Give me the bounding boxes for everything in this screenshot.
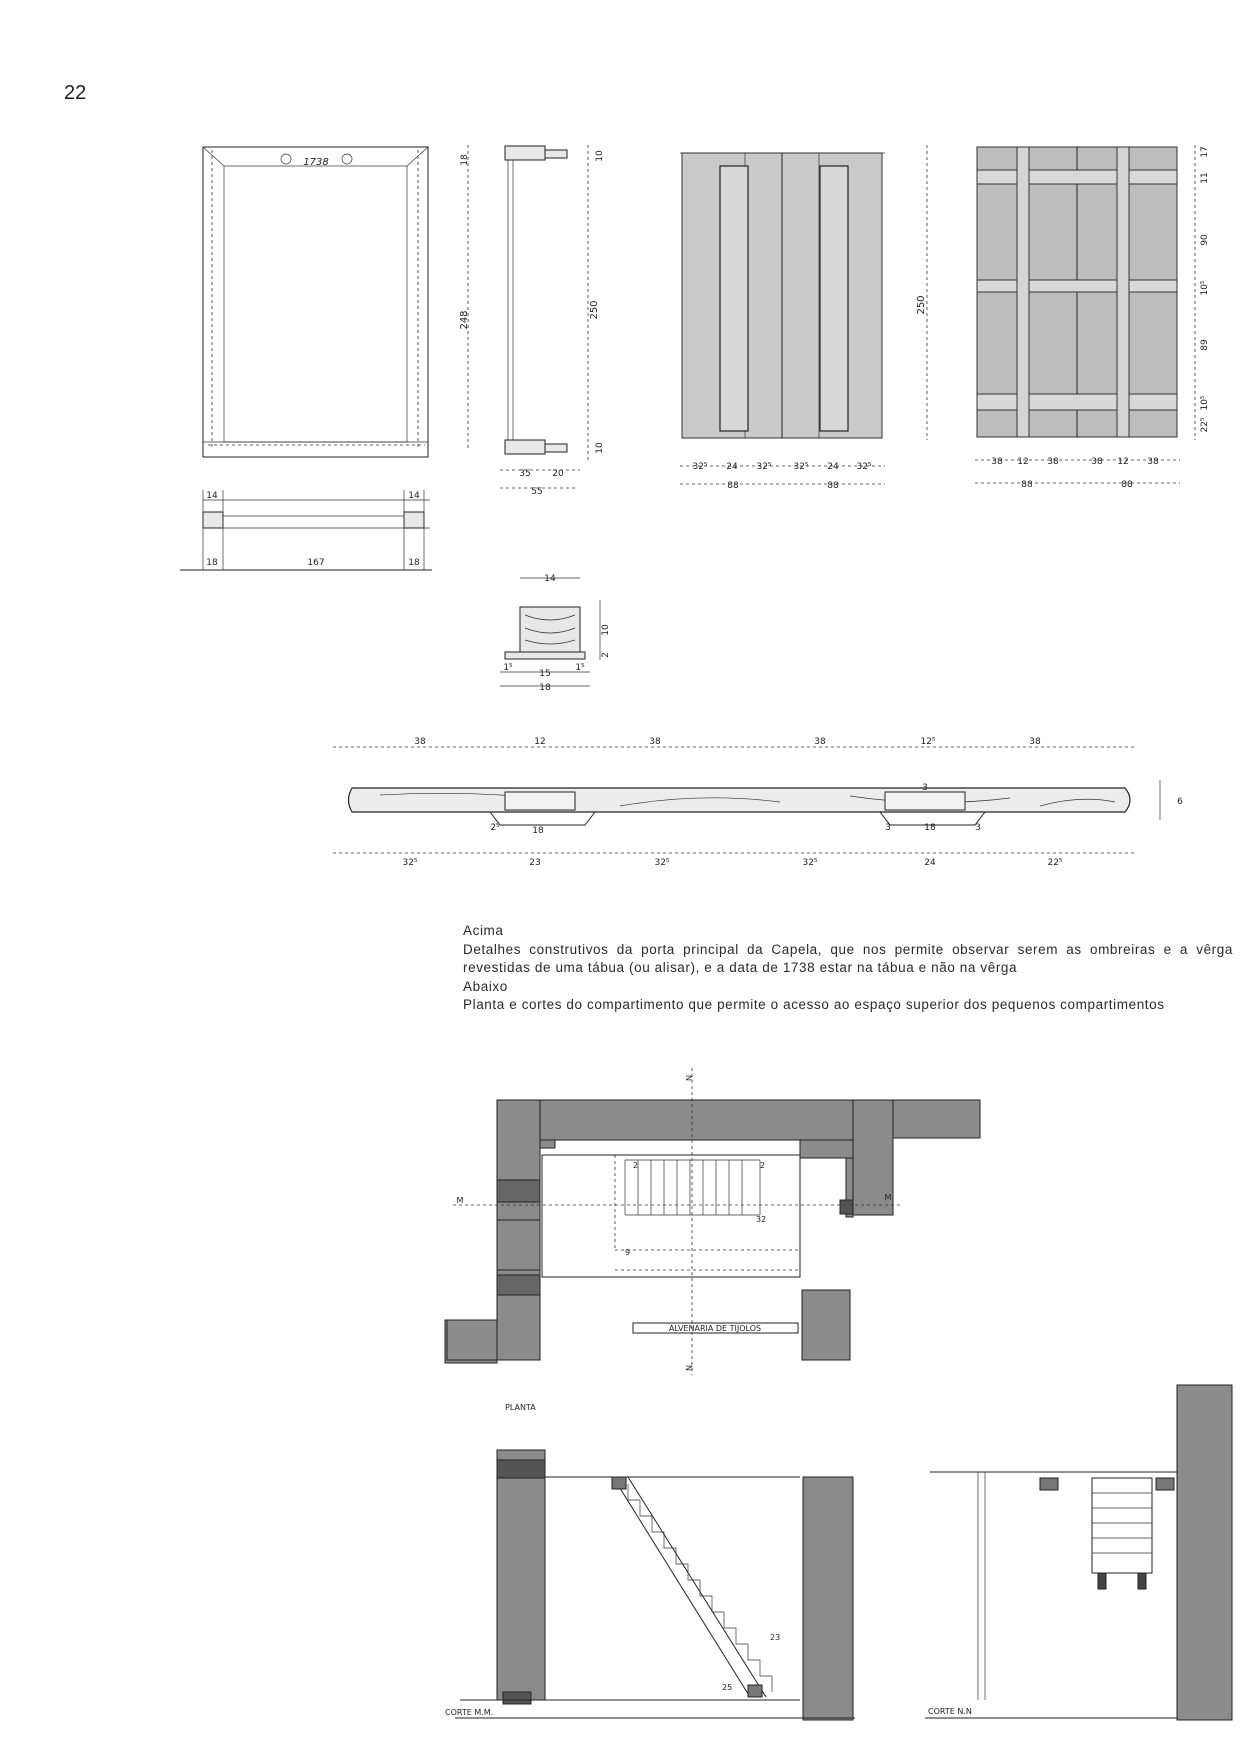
dim-jamb-bottom: 10 — [595, 442, 605, 454]
dim-back-c4: 38 — [1091, 457, 1103, 467]
dim-lintel-b2: 15 — [539, 669, 551, 679]
dim-front-b1: 32⁵ — [692, 462, 708, 472]
dim-lintel-b3: 1⁵ — [575, 663, 585, 673]
dim-back-c3: 38 — [1047, 457, 1059, 467]
plan-dim-3: 32 — [756, 1215, 767, 1224]
dim-back-leaf2: 88 — [1121, 480, 1133, 490]
dim-jamb-w2: 20 — [552, 469, 564, 479]
dim-front-b5: 24 — [827, 462, 839, 472]
dim-lintel-b: 2 — [601, 652, 611, 658]
dim-ps-top-6: 38 — [1029, 737, 1041, 747]
plan-label: PLANTA — [505, 1403, 536, 1412]
caption-heading-below: Abaixo — [463, 978, 508, 994]
dim-frame-height: 248 — [459, 310, 470, 330]
dim-front-leaf1: 88 — [727, 481, 739, 491]
page-number: 22 — [64, 82, 87, 104]
dim-back-r7: 22⁵ — [1200, 417, 1210, 433]
dim-ps-top-3: 38 — [649, 737, 661, 747]
section-mark-n-bottom: N — [684, 1365, 693, 1371]
plan-dim-4: 9 — [625, 1248, 631, 1257]
caption-text-below: Planta e cortes do compartimento que permite o acesso ao espaço superior dos pequenos compartimentos — [463, 997, 1165, 1012]
dim-back-c5: 12 — [1117, 457, 1129, 467]
floor-plan — [445, 1068, 980, 1412]
dim-front-b3: 32⁵ — [756, 462, 772, 472]
dim-jamb-w1: 35 — [519, 469, 531, 479]
dim-jamb-height: 250 — [589, 300, 600, 320]
dim-ps-inner-b: 2⁵ — [490, 823, 500, 833]
dim-back-r2: 11 — [1200, 172, 1210, 184]
dim-sec-bottom-right: 18 — [408, 558, 420, 568]
dim-lintel-a: 10 — [601, 624, 611, 636]
dim-head: 18 — [460, 154, 470, 166]
dim-back-r4: 10⁵ — [1200, 280, 1210, 296]
section-mark-m-left: M — [456, 1196, 464, 1205]
dim-ps-top-1: 38 — [414, 737, 426, 747]
plan-dim-1: 2 — [633, 1161, 639, 1170]
dim-sec-top-left: 14 — [206, 491, 218, 501]
dim-ps-bot-6: 22⁵ — [1047, 858, 1063, 868]
dim-ps-bot-1: 32⁵ — [402, 858, 418, 868]
dim-ps-inner-d: 18 — [924, 823, 936, 833]
dim-ps-inner-c: 3 — [922, 783, 928, 793]
dim-back-c2: 12 — [1017, 457, 1029, 467]
dim-ps-top-5: 12⁵ — [920, 737, 936, 747]
frame-elevation — [203, 145, 470, 457]
section-nn — [925, 1385, 1232, 1720]
mm-dim-1: 23 — [770, 1633, 781, 1642]
dim-ps-side: 6 — [1177, 797, 1183, 807]
section-nn-label: CORTE N.N — [928, 1707, 972, 1716]
dim-jamb-top: 10 — [595, 150, 605, 162]
dim-back-r3: 90 — [1200, 234, 1210, 246]
dim-lintel-total: 18 — [539, 683, 551, 693]
dim-front-leaf2: 88 — [827, 481, 839, 491]
mm-dim-2: 25 — [722, 1683, 733, 1692]
jamb-section — [500, 145, 605, 497]
door-front-elevation — [680, 145, 927, 491]
plan-dim-2: 2 — [760, 1161, 766, 1170]
dim-sec-top-right: 14 — [408, 491, 420, 501]
section-mark-m-right: M — [884, 1193, 892, 1202]
dim-ps-bot-2: 23 — [529, 858, 541, 868]
dim-sec-bottom-left: 18 — [206, 558, 218, 568]
caption-text-above: Detalhes construtivos da porta principal da Capela, que nos permite observar serem as ombreiras e a vêrga revestidas de uma tábua (ou alisar), e a data de 1738 estar na tábua e não na vêrga — [463, 941, 1233, 975]
dim-ps-top-2: 12 — [534, 737, 546, 747]
dim-back-r5: 89 — [1200, 339, 1210, 351]
section-mark-n-top: N — [684, 1075, 693, 1081]
dim-door-height: 250 — [916, 295, 927, 315]
dim-sec-bottom-mid: 167 — [307, 558, 325, 568]
dim-ps-bot-5: 24 — [924, 858, 936, 868]
dim-ps-inner-e: 3 — [885, 823, 891, 833]
date-inscription: 1738 — [303, 157, 329, 168]
dim-back-c1: 38 — [991, 457, 1003, 467]
frame-section — [180, 490, 432, 570]
dim-jamb-total: 55 — [531, 487, 543, 497]
dim-lintel-top: 14 — [544, 574, 556, 584]
dim-front-b2: 24 — [726, 462, 738, 472]
dim-back-r1: 17 — [1200, 146, 1210, 158]
dim-ps-bot-4: 32⁵ — [802, 858, 818, 868]
dim-back-c6: 38 — [1147, 457, 1159, 467]
lintel-detail — [500, 574, 611, 693]
door-back-elevation — [975, 145, 1210, 490]
dim-front-b6: 32⁵ — [856, 462, 872, 472]
dim-back-r6: 10⁵ — [1200, 395, 1210, 411]
dim-ps-top-4: 38 — [814, 737, 826, 747]
dim-front-b4: 32⁵ — [793, 462, 809, 472]
wall-material-label: ALVENARIA DE TIJOLOS — [668, 1324, 762, 1333]
section-mm-label: CORTE M.M. — [445, 1708, 494, 1717]
dim-ps-inner-f: 3 — [975, 823, 981, 833]
dim-lintel-b1: 1⁵ — [503, 663, 513, 673]
plan-section — [333, 737, 1183, 868]
dim-back-leaf1: 88 — [1021, 480, 1033, 490]
figure-caption — [463, 922, 1233, 1015]
dim-ps-inner-a: 18 — [532, 826, 544, 836]
dim-ps-bot-3: 32⁵ — [654, 858, 670, 868]
section-mm — [445, 1450, 855, 1720]
caption-heading-above: Acima — [463, 923, 504, 938]
